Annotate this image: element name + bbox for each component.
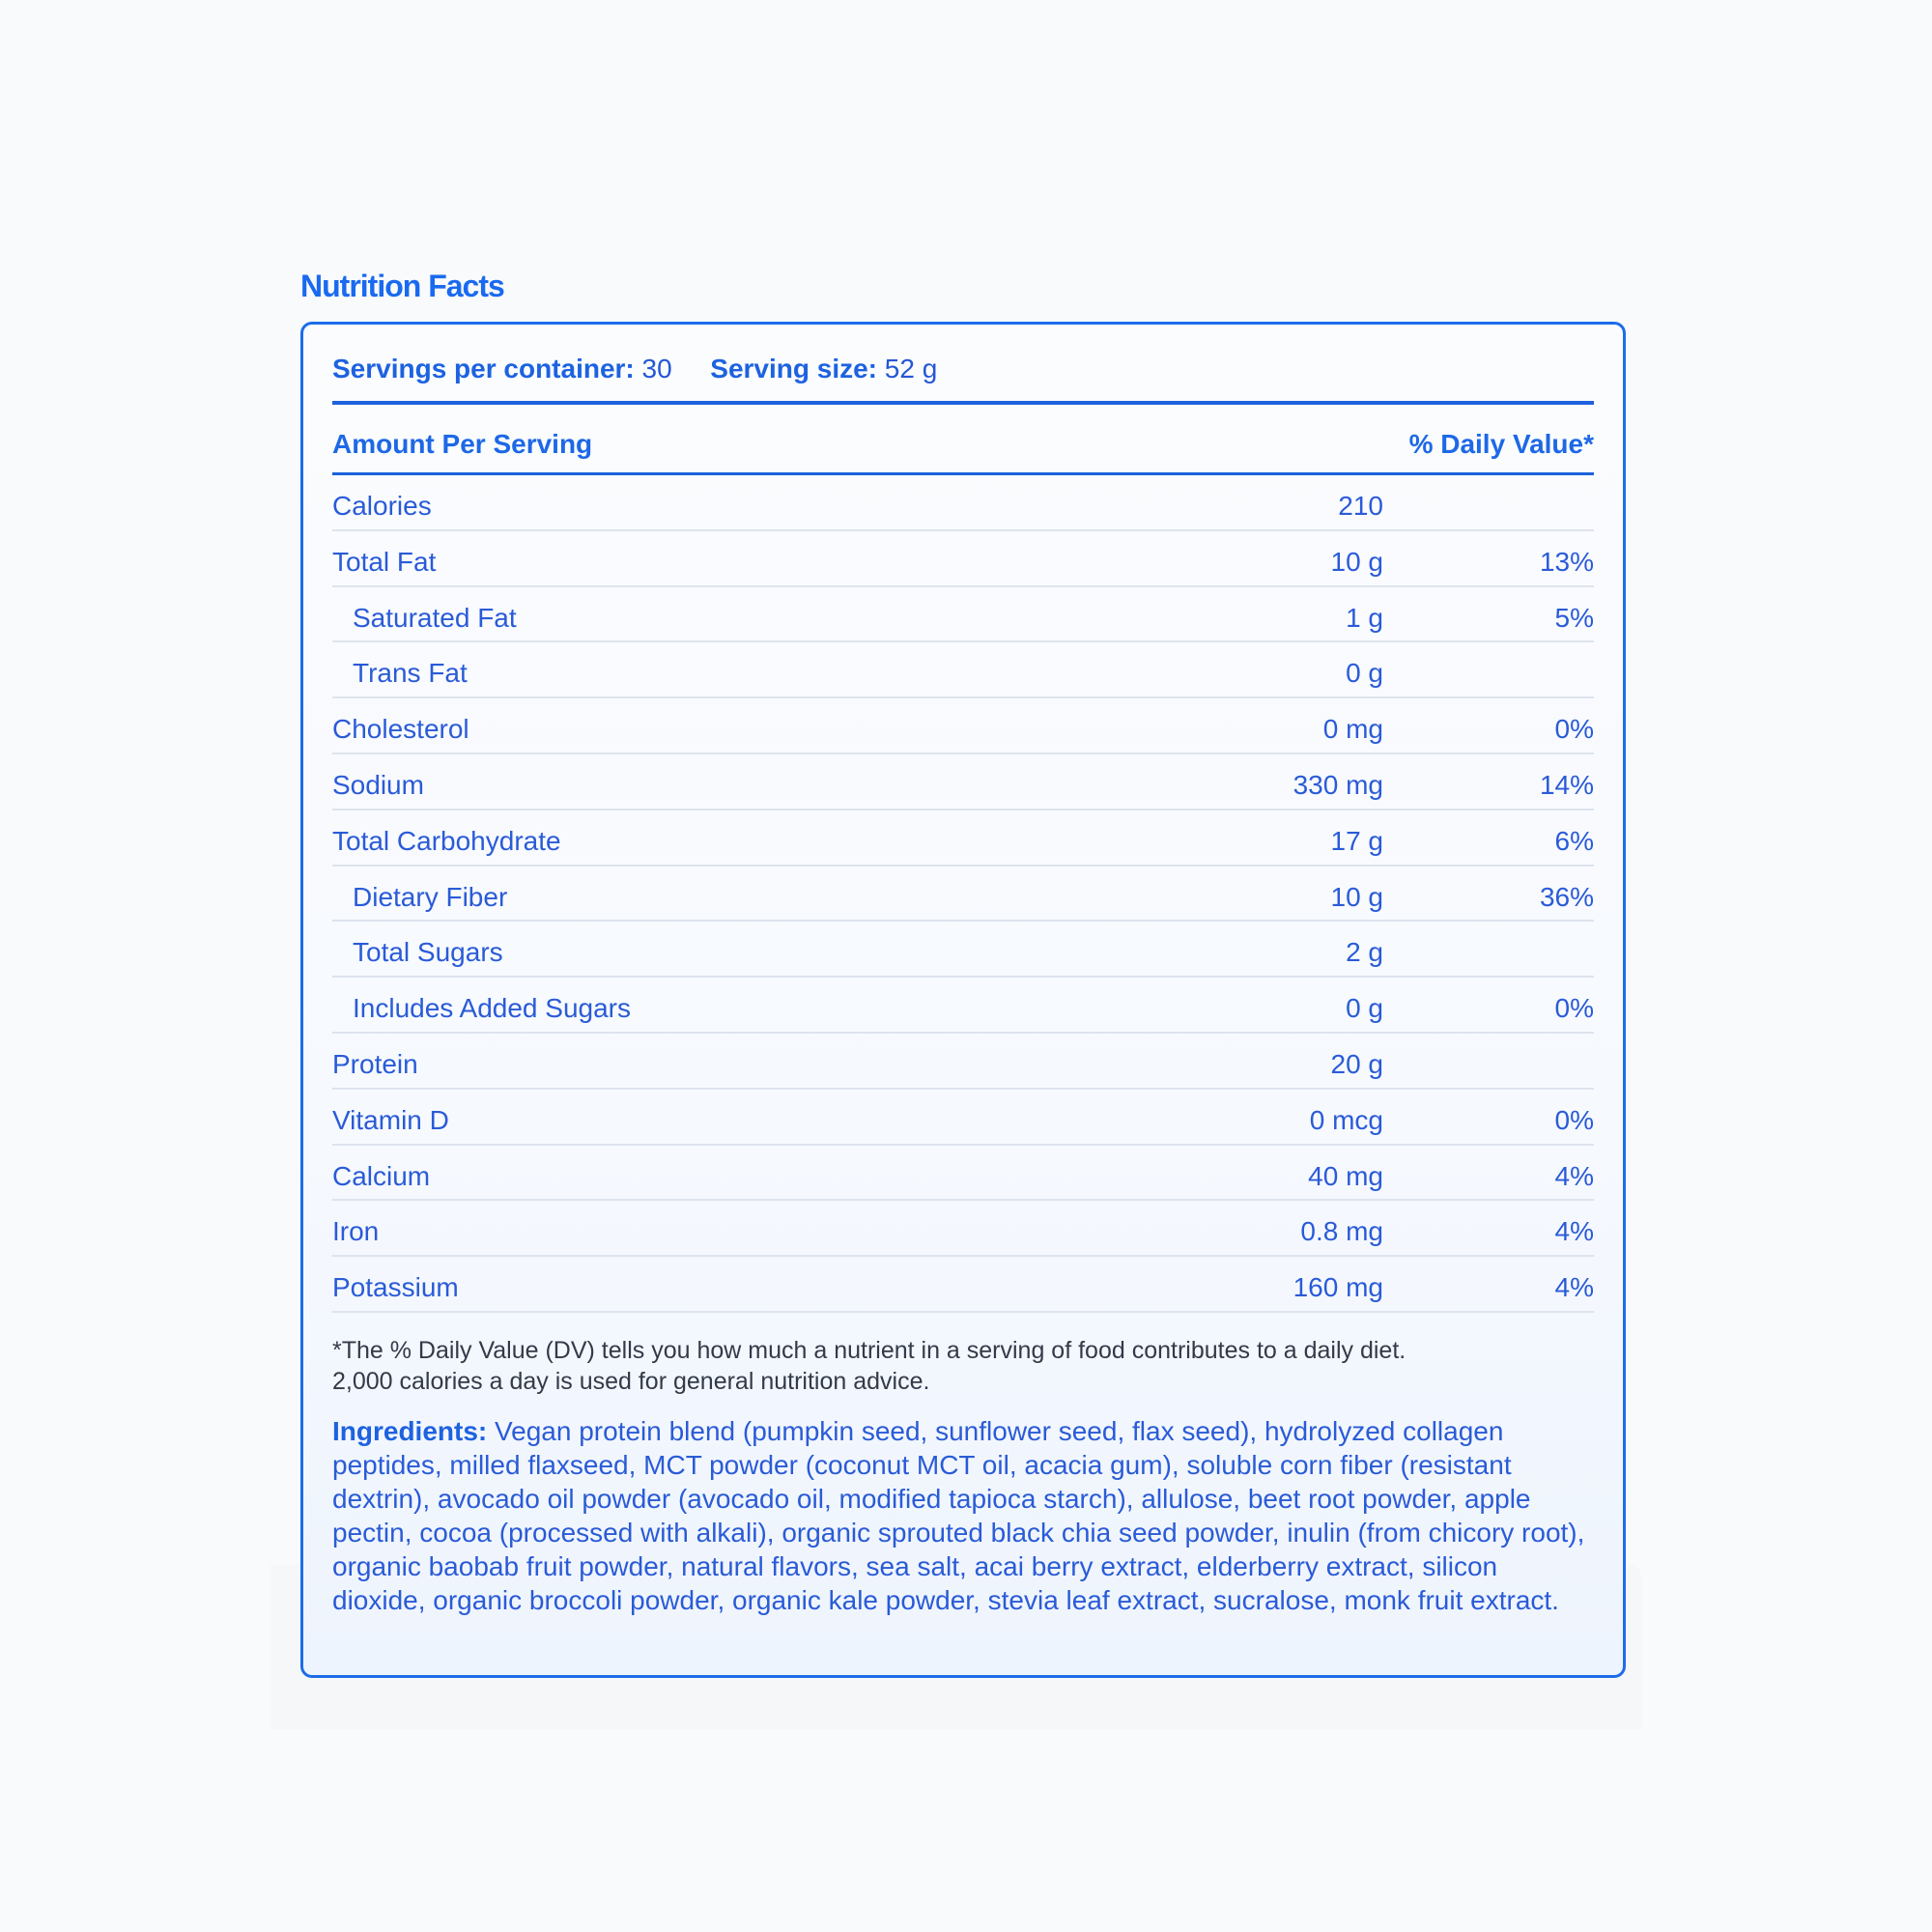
nutrient-row-protein (332, 1034, 1594, 1090)
nutrient-name: Total Sugars (353, 937, 503, 968)
nutrient-row-total-carbohydrate (332, 810, 1594, 867)
nutrient-row-sodium (332, 754, 1594, 810)
servings-per-container-label: Servings per container: (332, 354, 635, 384)
nutrient-name: Saturated Fat (353, 602, 517, 633)
nutrient-dv: 5% (1554, 602, 1594, 633)
nutrient-row-total-fat (332, 531, 1594, 587)
nutrient-amount: 0 g (1346, 993, 1383, 1024)
nutrient-amount: 330 mg (1293, 769, 1383, 800)
nutrient-name: Includes Added Sugars (353, 993, 631, 1024)
nutrient-row-dietary-fiber (332, 867, 1594, 923)
nutrient-amount: 17 g (1330, 825, 1383, 856)
footnote-line-2: 2,000 calories a day is used for general nutrition advice. (332, 1368, 930, 1395)
nutrient-amount: 210 (1338, 491, 1383, 521)
nutrient-name: Total Carbohydrate (332, 825, 561, 856)
nutrient-row-total-sugars (332, 922, 1594, 978)
nutrient-row-calories (332, 475, 1594, 531)
nutrient-row-calcium (332, 1146, 1594, 1202)
nutrient-row-iron (332, 1201, 1594, 1257)
nutrient-amount: 1 g (1346, 602, 1383, 633)
thick-divider (332, 401, 1594, 405)
nutrient-amount: 10 g (1330, 546, 1383, 577)
nutrient-amount: 0 mcg (1309, 1104, 1383, 1135)
nutrient-row-saturated-fat (332, 587, 1594, 643)
nutrient-name: Iron (332, 1216, 380, 1247)
nutrient-name: Potassium (332, 1272, 459, 1303)
nutrient-name: Cholesterol (332, 714, 469, 745)
serving-size-value: 52 g (884, 354, 938, 384)
nutrient-row-potassium (332, 1257, 1594, 1313)
nutrient-name: Calories (332, 491, 432, 521)
nutrient-amount: 0 mg (1322, 714, 1383, 745)
nutrient-amount: 2 g (1346, 937, 1383, 968)
nutrient-row-added-sugars (332, 978, 1594, 1034)
nutrient-name: Vitamin D (332, 1104, 449, 1135)
footnote-line-1: *The % Daily Value (DV) tells you how much a nutrient in a serving of food contributes to a daily diet. (332, 1337, 1406, 1364)
servings-per-container-value: 30 (641, 354, 672, 384)
nutrient-dv: 13% (1539, 546, 1594, 577)
nutrient-name: Dietary Fiber (353, 881, 508, 912)
daily-value-footnote (332, 1335, 1594, 1397)
nutrient-amount: 10 g (1330, 881, 1383, 912)
nutrient-amount: 20 g (1330, 1048, 1383, 1079)
nutrition-facts-card (300, 322, 1626, 1678)
ingredients-label: Ingredients: (332, 1416, 488, 1446)
nutrient-amount: 0.8 mg (1300, 1216, 1383, 1247)
nutrient-row-trans-fat (332, 642, 1594, 698)
ingredients-text: Vegan protein blend (pumpkin seed, sunflower seed, flax seed), hydrolyzed collagen peptides, milled flaxseed, MCT powder (coconut MCT oil, acacia gum), soluble corn fiber (resistant dextrin), avocado oil powder (avocado oil, modified tapioca starch), allulose, beet root powder, apple pectin, cocoa (processed with alkali), organic sprouted black chia seed powder, inulin (from chicory root), organic baobab fruit powder, natural flavors, sea salt, acai berry extract, elderberry extract, silicon dioxide, organic broccoli powder, organic kale powder, stevia leaf extract, sucralose, monk fruit extract. (332, 1416, 1585, 1615)
table-header (332, 429, 1594, 460)
page-title: Nutrition Facts (300, 269, 504, 303)
nutrient-dv: 6% (1554, 825, 1594, 856)
serving-size-label: Serving size: (710, 354, 877, 384)
nutrient-dv: 0% (1554, 993, 1594, 1024)
nutrient-dv: 14% (1539, 769, 1594, 800)
nutrient-amount: 0 g (1346, 658, 1383, 689)
nutrient-name: Calcium (332, 1160, 431, 1191)
nutrient-table (332, 475, 1594, 1313)
nutrient-dv: 4% (1554, 1216, 1594, 1247)
daily-value-header: % Daily Value* (1408, 429, 1594, 459)
nutrient-dv: 0% (1554, 1104, 1594, 1135)
nutrient-amount: 40 mg (1308, 1160, 1383, 1191)
nutrient-row-vitamin-d (332, 1090, 1594, 1146)
nutrient-name: Total Fat (332, 546, 437, 577)
ingredients-section (332, 1414, 1594, 1617)
amount-per-serving-header: Amount Per Serving (332, 429, 593, 459)
nutrient-name: Sodium (332, 769, 424, 800)
nutrient-row-cholesterol (332, 698, 1594, 754)
nutrient-name: Trans Fat (353, 658, 468, 689)
nutrient-dv: 0% (1554, 714, 1594, 745)
nutrient-dv: 4% (1554, 1272, 1594, 1303)
nutrient-dv: 4% (1554, 1160, 1594, 1191)
nutrient-dv: 36% (1539, 881, 1594, 912)
serving-info (332, 354, 937, 384)
nutrient-amount: 160 mg (1293, 1272, 1383, 1303)
nutrient-name: Protein (332, 1048, 418, 1079)
